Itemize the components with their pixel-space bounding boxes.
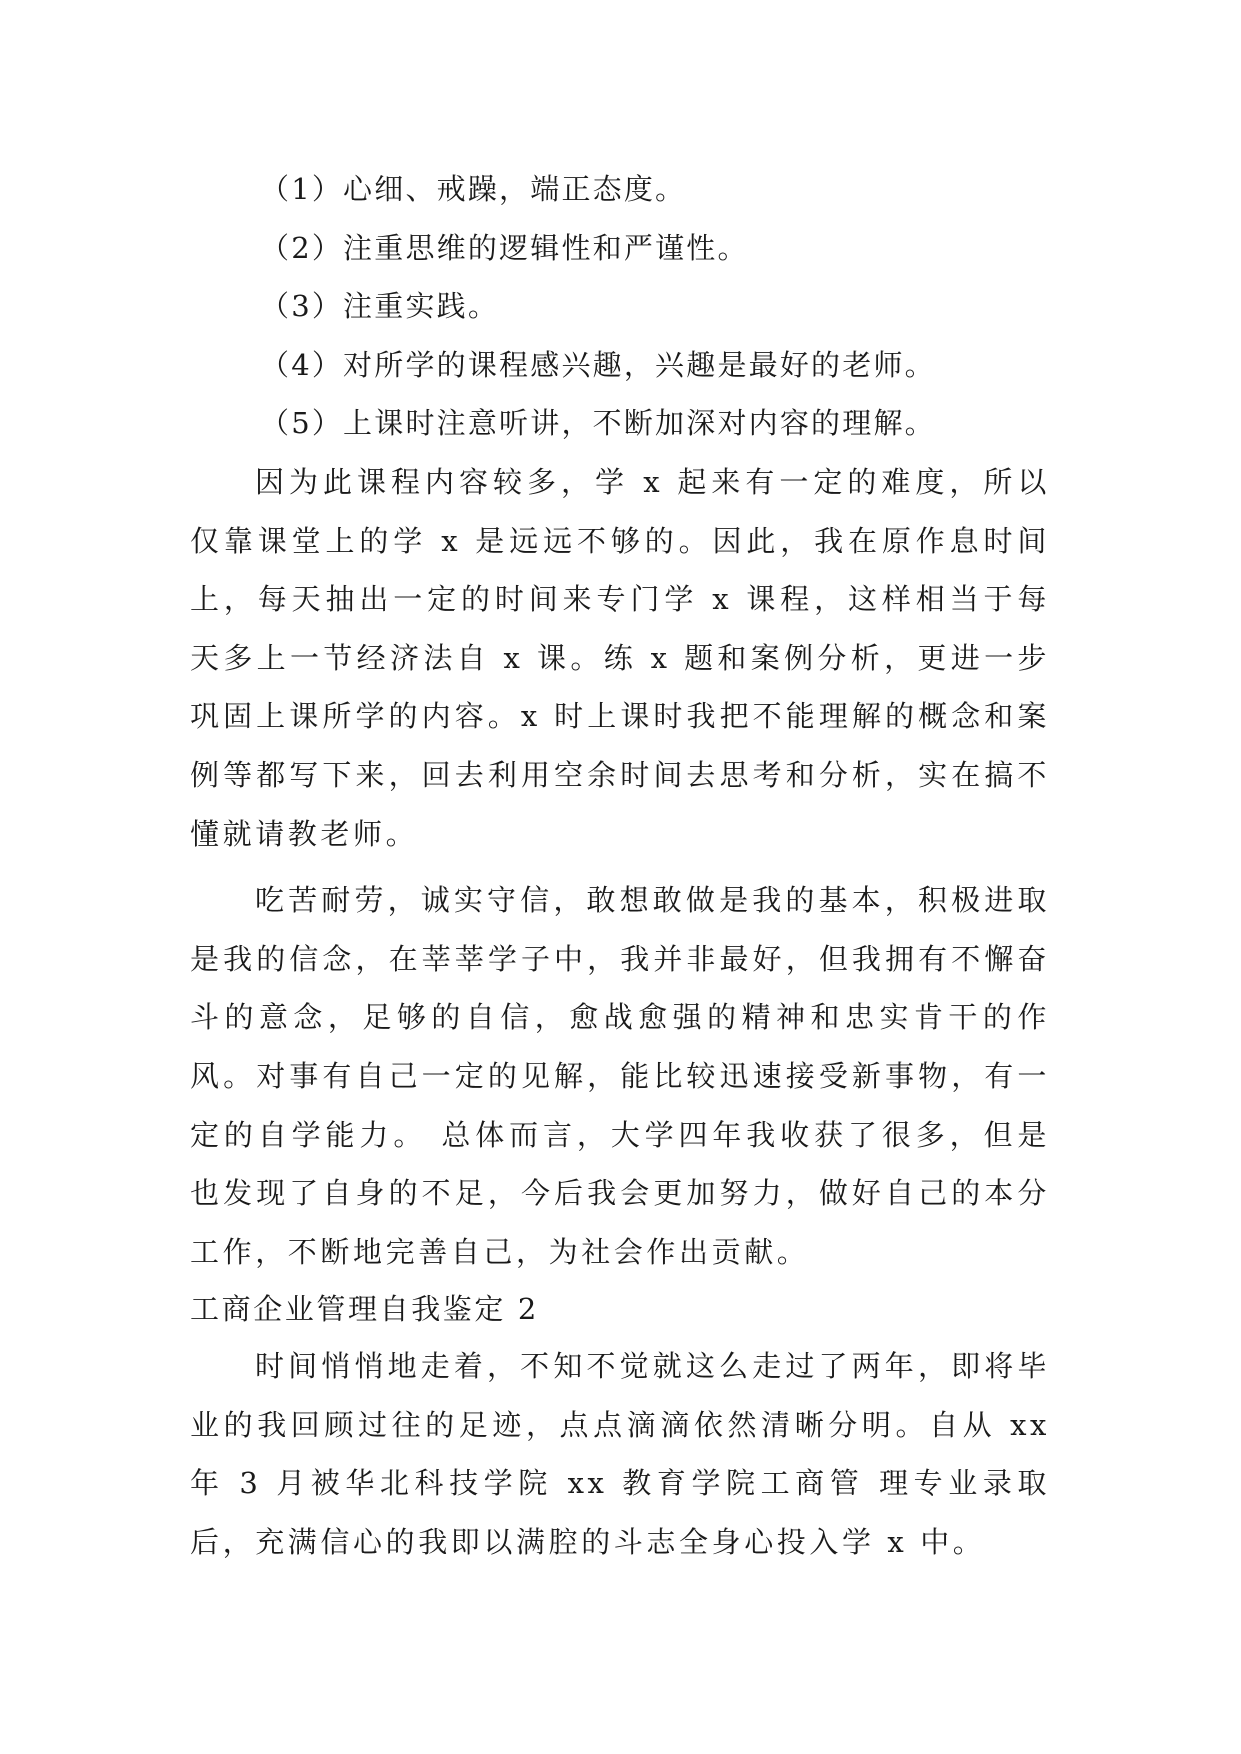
list-item-4: （4）对所学的课程感兴趣，兴趣是最好的老师。 bbox=[260, 347, 936, 382]
paragraph-study-method: 因为此课程内容较多，学 x 起来有一定的难度，所以仅靠课堂上的学 x 是远远不够的。因此，我在原作息时间上，每天抽出一定的时间来专门学 x 课程，这样相当于每天多上一节经济法自 x 课。练 x 题和案例分析，更进一步巩固上课所学的内容。x 时上课时我把不能理解的概念和案例等都写下来，回去利用空余时间去思考和分析，实在搞不懂就请教老师。 bbox=[190, 464, 1050, 851]
list-item-5: （5）上课时注意听讲，不断加深对内容的理解。 bbox=[260, 406, 936, 441]
list-item-2: （2）注重思维的逻辑性和严谨性。 bbox=[260, 230, 749, 265]
list-item-1: （1）心细、戒躁，端正态度。 bbox=[260, 172, 687, 206]
document-body bbox=[190, 160, 1050, 1572]
section-heading: 工商企业管理自我鉴定 2 bbox=[190, 1292, 539, 1327]
list-item-3: （3）注重实践。 bbox=[260, 289, 500, 324]
paragraph-self-assessment: 吃苦耐劳，诚实守信，敢想敢做是我的基本，积极进取是我的信念，在莘莘学子中，我并非最好，但我拥有不懈奋斗的意念，足够的自信，愈战愈强的精神和忠实肯干的作风。对事有自己一定的见解，能比较迅速接受新事物，有一定的自学能力。 总体而言，大学四年我收获了很多，但是也发现了自身的不足，今后我会更加努力，做好自己的本分工作，不断地完善自己，为社会作出贡献。 bbox=[190, 883, 1050, 1269]
paragraph-review: 时间悄悄地走着，不知不觉就这么走过了两年，即将毕业的我回顾过往的足迹，点点滴滴依然清晰分明。自从 xx 年 3 月被华北科技学院 xx 教育学院工商管 理专业录取后，充满信心的我即以满腔的斗志全身心投入学 x 中。 bbox=[190, 1349, 1050, 1560]
